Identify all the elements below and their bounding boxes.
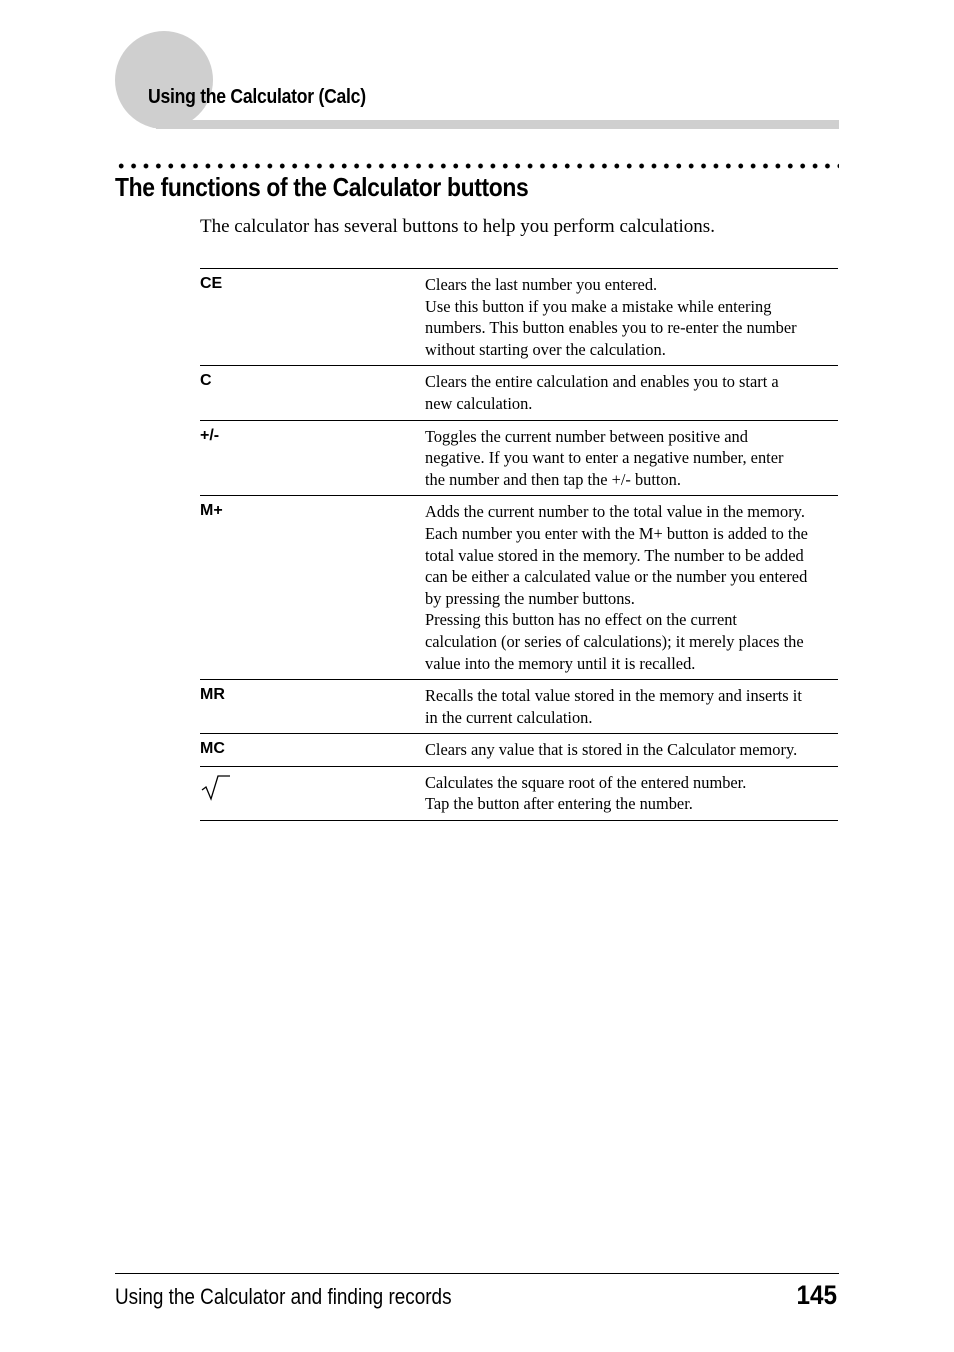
description-line: Toggles the current number between positive and <box>425 426 748 446</box>
button-key: CE <box>200 275 223 292</box>
button-key: C <box>200 372 212 390</box>
table-row <box>200 734 838 767</box>
button-description <box>425 496 838 680</box>
section-title: Using the Calculator (Calc) <box>148 86 366 108</box>
description-line: Clears the entire calculation and enables you to start a <box>425 372 779 392</box>
description-line: Calculates the square root of the entered number. <box>425 772 747 792</box>
description-line: Each number you enter with the M+ button is added to the <box>425 523 808 543</box>
description-line: in the current calculation. <box>425 707 593 727</box>
table-row <box>200 269 838 366</box>
button-key: +/- <box>200 426 220 444</box>
description-line: the number and then tap the +/- button. <box>425 469 681 489</box>
button-key: MR <box>200 686 225 704</box>
description-line: Recalls the total value stored in the memory and inserts it <box>425 686 802 706</box>
button-description <box>425 269 838 366</box>
button-description <box>425 366 838 420</box>
footer-chapter-title: Using the Calculator and finding records <box>115 1284 452 1309</box>
description-line: negative. If you want to enter a negative number, enter <box>425 448 784 468</box>
button-key <box>200 766 425 820</box>
button-description <box>425 420 838 496</box>
description-line: Clears any value that is stored in the Calculator memory. <box>425 740 798 760</box>
calculator-functions-table <box>200 268 838 821</box>
page-number: 145 <box>796 1280 837 1310</box>
description-line: value into the memory until it is recalled. <box>425 653 696 673</box>
description-line: Adds the current number to the total value in the memory. <box>425 502 805 522</box>
description-line: Clears the last number you entered. <box>425 275 658 294</box>
header-bar-decoration <box>156 120 839 129</box>
description-line: calculation (or series of calculations); it merely places the <box>425 631 804 651</box>
square-root-icon <box>200 773 230 803</box>
table-row <box>200 366 838 420</box>
description-line: by pressing the number buttons. <box>425 588 635 608</box>
dotted-divider <box>115 162 839 170</box>
button-description <box>425 680 838 734</box>
button-description <box>425 766 838 820</box>
footer-rule <box>115 1273 839 1274</box>
description-line: Use this button if you make a mistake while entering <box>425 296 772 316</box>
description-line: new calculation. <box>425 393 533 413</box>
description-line: can be either a calculated value or the number you entered <box>425 567 808 587</box>
table-row <box>200 680 838 734</box>
page-heading: The functions of the Calculator buttons <box>115 172 529 202</box>
button-key: MC <box>200 740 225 758</box>
button-key: M+ <box>200 502 223 520</box>
description-line: Tap the button after entering the number. <box>425 794 693 814</box>
description-line: numbers. This button enables you to re-enter the number <box>425 318 797 338</box>
header-circle-decoration <box>115 31 213 129</box>
intro-paragraph: The calculator has several buttons to help you perform calculations. <box>200 216 715 237</box>
table-row <box>200 420 838 496</box>
table-row <box>200 496 838 680</box>
description-line: total value stored in the memory. The number to be added <box>425 545 804 565</box>
description-line: without starting over the calculation. <box>425 339 666 359</box>
description-line: Pressing this button has no effect on the current <box>425 610 737 630</box>
button-description <box>425 734 838 767</box>
table-row <box>200 766 838 820</box>
